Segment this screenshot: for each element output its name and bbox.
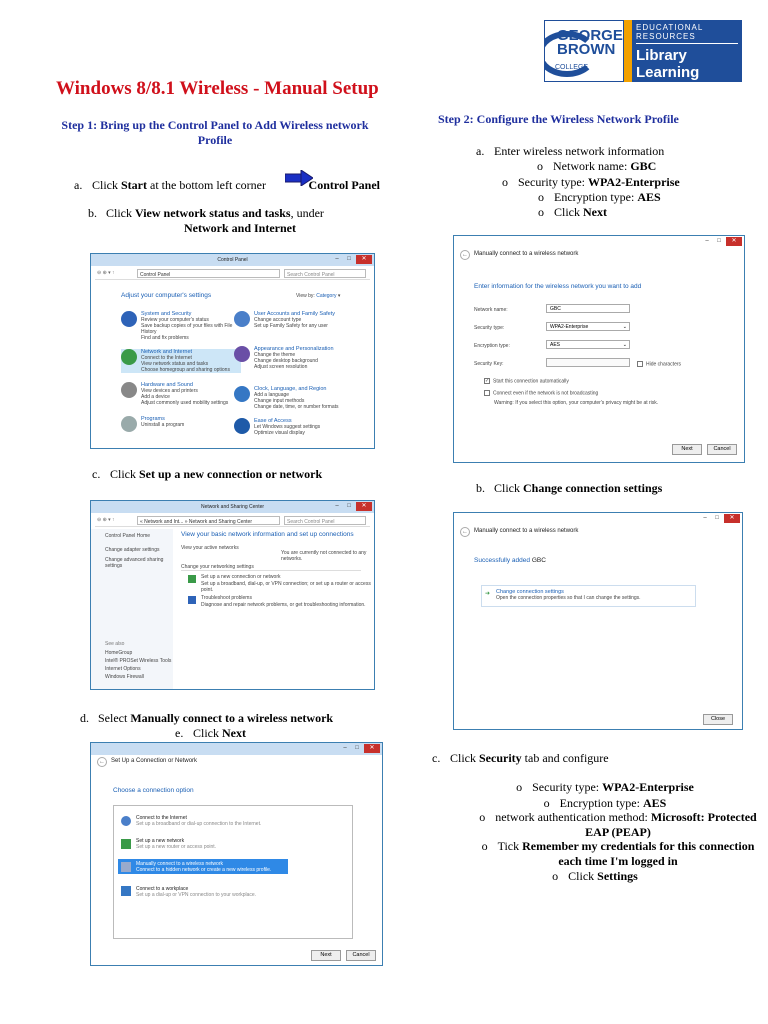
- page-title: Windows 8/8.1 Wireless - Manual Setup: [56, 78, 379, 99]
- security-type-select[interactable]: WPA2-Enterprise ⌄: [546, 322, 630, 331]
- back-icon: ←: [462, 529, 468, 535]
- step2-c-sub-2: o network authentication method: Microsoft: Protected EAP (PEAP): [479, 810, 757, 839]
- step2-a-sub-3: o Click Next: [538, 205, 607, 219]
- cancel-button[interactable]: Cancel: [346, 950, 376, 961]
- cancel-button[interactable]: Cancel: [707, 444, 737, 455]
- change-connection-settings-link[interactable]: Change connection settings Open the connection properties so that I can change the settings.: [496, 589, 641, 601]
- step2-c-sub-3: o Tick Remember my credentials for this connection each time I'm logged in: [481, 839, 755, 868]
- step2-item-b: b. Click Change connection settings: [476, 481, 663, 495]
- next-button[interactable]: Next: [672, 444, 702, 455]
- step1-heading: Step 1: Bring up the Control Panel to Add Wireless network Profile: [61, 118, 369, 147]
- back-icon: ←: [99, 759, 105, 765]
- encryption-type-select[interactable]: AES ⌄: [546, 340, 630, 349]
- college-logo: [544, 20, 742, 97]
- step1-item-a: a. Click Start at the bottom left corner: [74, 178, 266, 192]
- control-panel-window: Control Panel – □ ✕ ⊖ ⊕ ▾ ↑ Control Panel Search Control Panel Adjust your computer's settings View by: Category ▾ System and Security Review your computer's status Save backup copies of your files with File History Find and fix problems Network and Internet Connect to the Internet View network status and tasks Choose homegroup and sharing options Hardware and Sound View devices and printers Add a device Adjust commonly used mobility settings Programs Uninstall a program User Accounts and Family Safety Change account type Set up Family Safety for any user Appearance and Personalization Change the theme Change desktop background Adjust screen resolution Clock, Language, and Region Add a language Change input methods Change date, time, or number formats Ease of Access Let Windows suggest settings Optimize visual display: [90, 253, 375, 449]
- step2-a-sub-2: o Encryption type: AES: [538, 190, 661, 204]
- step2-a-sub-0: o Network name: GBC: [537, 159, 657, 173]
- security-key-input[interactable]: [546, 358, 630, 367]
- close-button[interactable]: Close: [703, 714, 733, 725]
- step2-c-sub-4: o Click Settings: [552, 869, 638, 883]
- troubleshoot-icon: [188, 596, 196, 604]
- hide-characters-checkbox[interactable]: Hide characters: [637, 361, 681, 367]
- network-name-input[interactable]: GBC: [546, 304, 630, 313]
- step2-item-a: a. Enter wireless network information: [476, 144, 665, 158]
- back-icon: ←: [462, 252, 468, 258]
- network-and-internet-label: Network and Internet: [184, 221, 296, 235]
- start-automatically-checkbox[interactable]: ✓ Start this connection automatically: [485, 378, 569, 385]
- success-window: – □ ✕ ← Manually connect to a wireless network Successfully added GBC ➜ Change connection settings Open the connection properties so that I can change the settings. Close: [453, 512, 743, 730]
- george-brown-logo: GEORGE BROWN COLLEGE: [544, 20, 624, 82]
- library-learning-commons-logo: EDUCATIONAL RESOURCES Library Learning Commons: [632, 20, 742, 82]
- connect-even-checkbox[interactable]: Connect even if the network is not broadcasting: [484, 390, 598, 396]
- step1-item-c: c. Click Set up a new connection or network: [92, 467, 323, 481]
- step1-item-d: d. Select Manually connect to a wireless network: [80, 711, 334, 725]
- step2-item-c: c. Click Security tab and configure: [432, 751, 609, 765]
- step1-item-b: b. Click View network status and tasks, under: [88, 206, 324, 220]
- manual-connect-window: – □ ✕ ← Manually connect to a wireless network Enter information for the wireless network you want to add Network name: GBC Security type: WPA2-Enterprise ⌄ Encryption type: AES ⌄ Security Key: Hide characters ✓ Start this connection automatically Connect even if the network is not broadcasting Warning: If you select this option, your computer's privacy might be at risk. Next Cancel: [453, 235, 745, 463]
- network-sharing-center-window: Network and Sharing Center – □ ✕ ⊖ ⊕ ▾ ↑ « Network and Int... » Network and Sharing Center Search Control Panel Control Panel Home Change adapter settings Change advanced sharing settings See also HomeGroup Intel® PROSet Wireless Tools Internet Options Windows Firewall View your basic network information and set up connections View your active networks You are currently not connected to any networks. Change your networking settings Set up a new connection or network Set up a broadband, dial-up, or VPN connection; or set up a router or access point. Troubleshoot problems Diagnose and repair network problems, or get troubleshooting information.: [90, 500, 375, 690]
- control-panel-label: Control Panel: [308, 178, 380, 192]
- step2-c-sub-0: o Security type: WPA2-Enterprise: [516, 780, 694, 794]
- step1-item-e: e. Click Next: [175, 726, 246, 740]
- step2-a-sub-1: o Security type: WPA2-Enterprise: [502, 175, 680, 189]
- network-setup-icon: [188, 575, 196, 583]
- step2-c-sub-1: o Encryption type: AES: [543, 796, 667, 810]
- next-button[interactable]: Next: [311, 950, 341, 961]
- arrow-right-icon: ➜: [485, 591, 491, 597]
- step2-heading: Step 2: Configure the Wireless Network Profile: [438, 112, 679, 126]
- setup-connection-window: – □ ✕ ← Set Up a Connection or Network Choose a connection option Connect to the Internet Set up a broadband or dial-up connection to the Internet. Set up a new network Set up a new router or access point. Manually connect to a wireless network Connect to a hidden network or create a new wireless profile. Connect to a workplace Set up a dial-up or VPN connection to your workplace. Next Cancel: [90, 742, 383, 966]
